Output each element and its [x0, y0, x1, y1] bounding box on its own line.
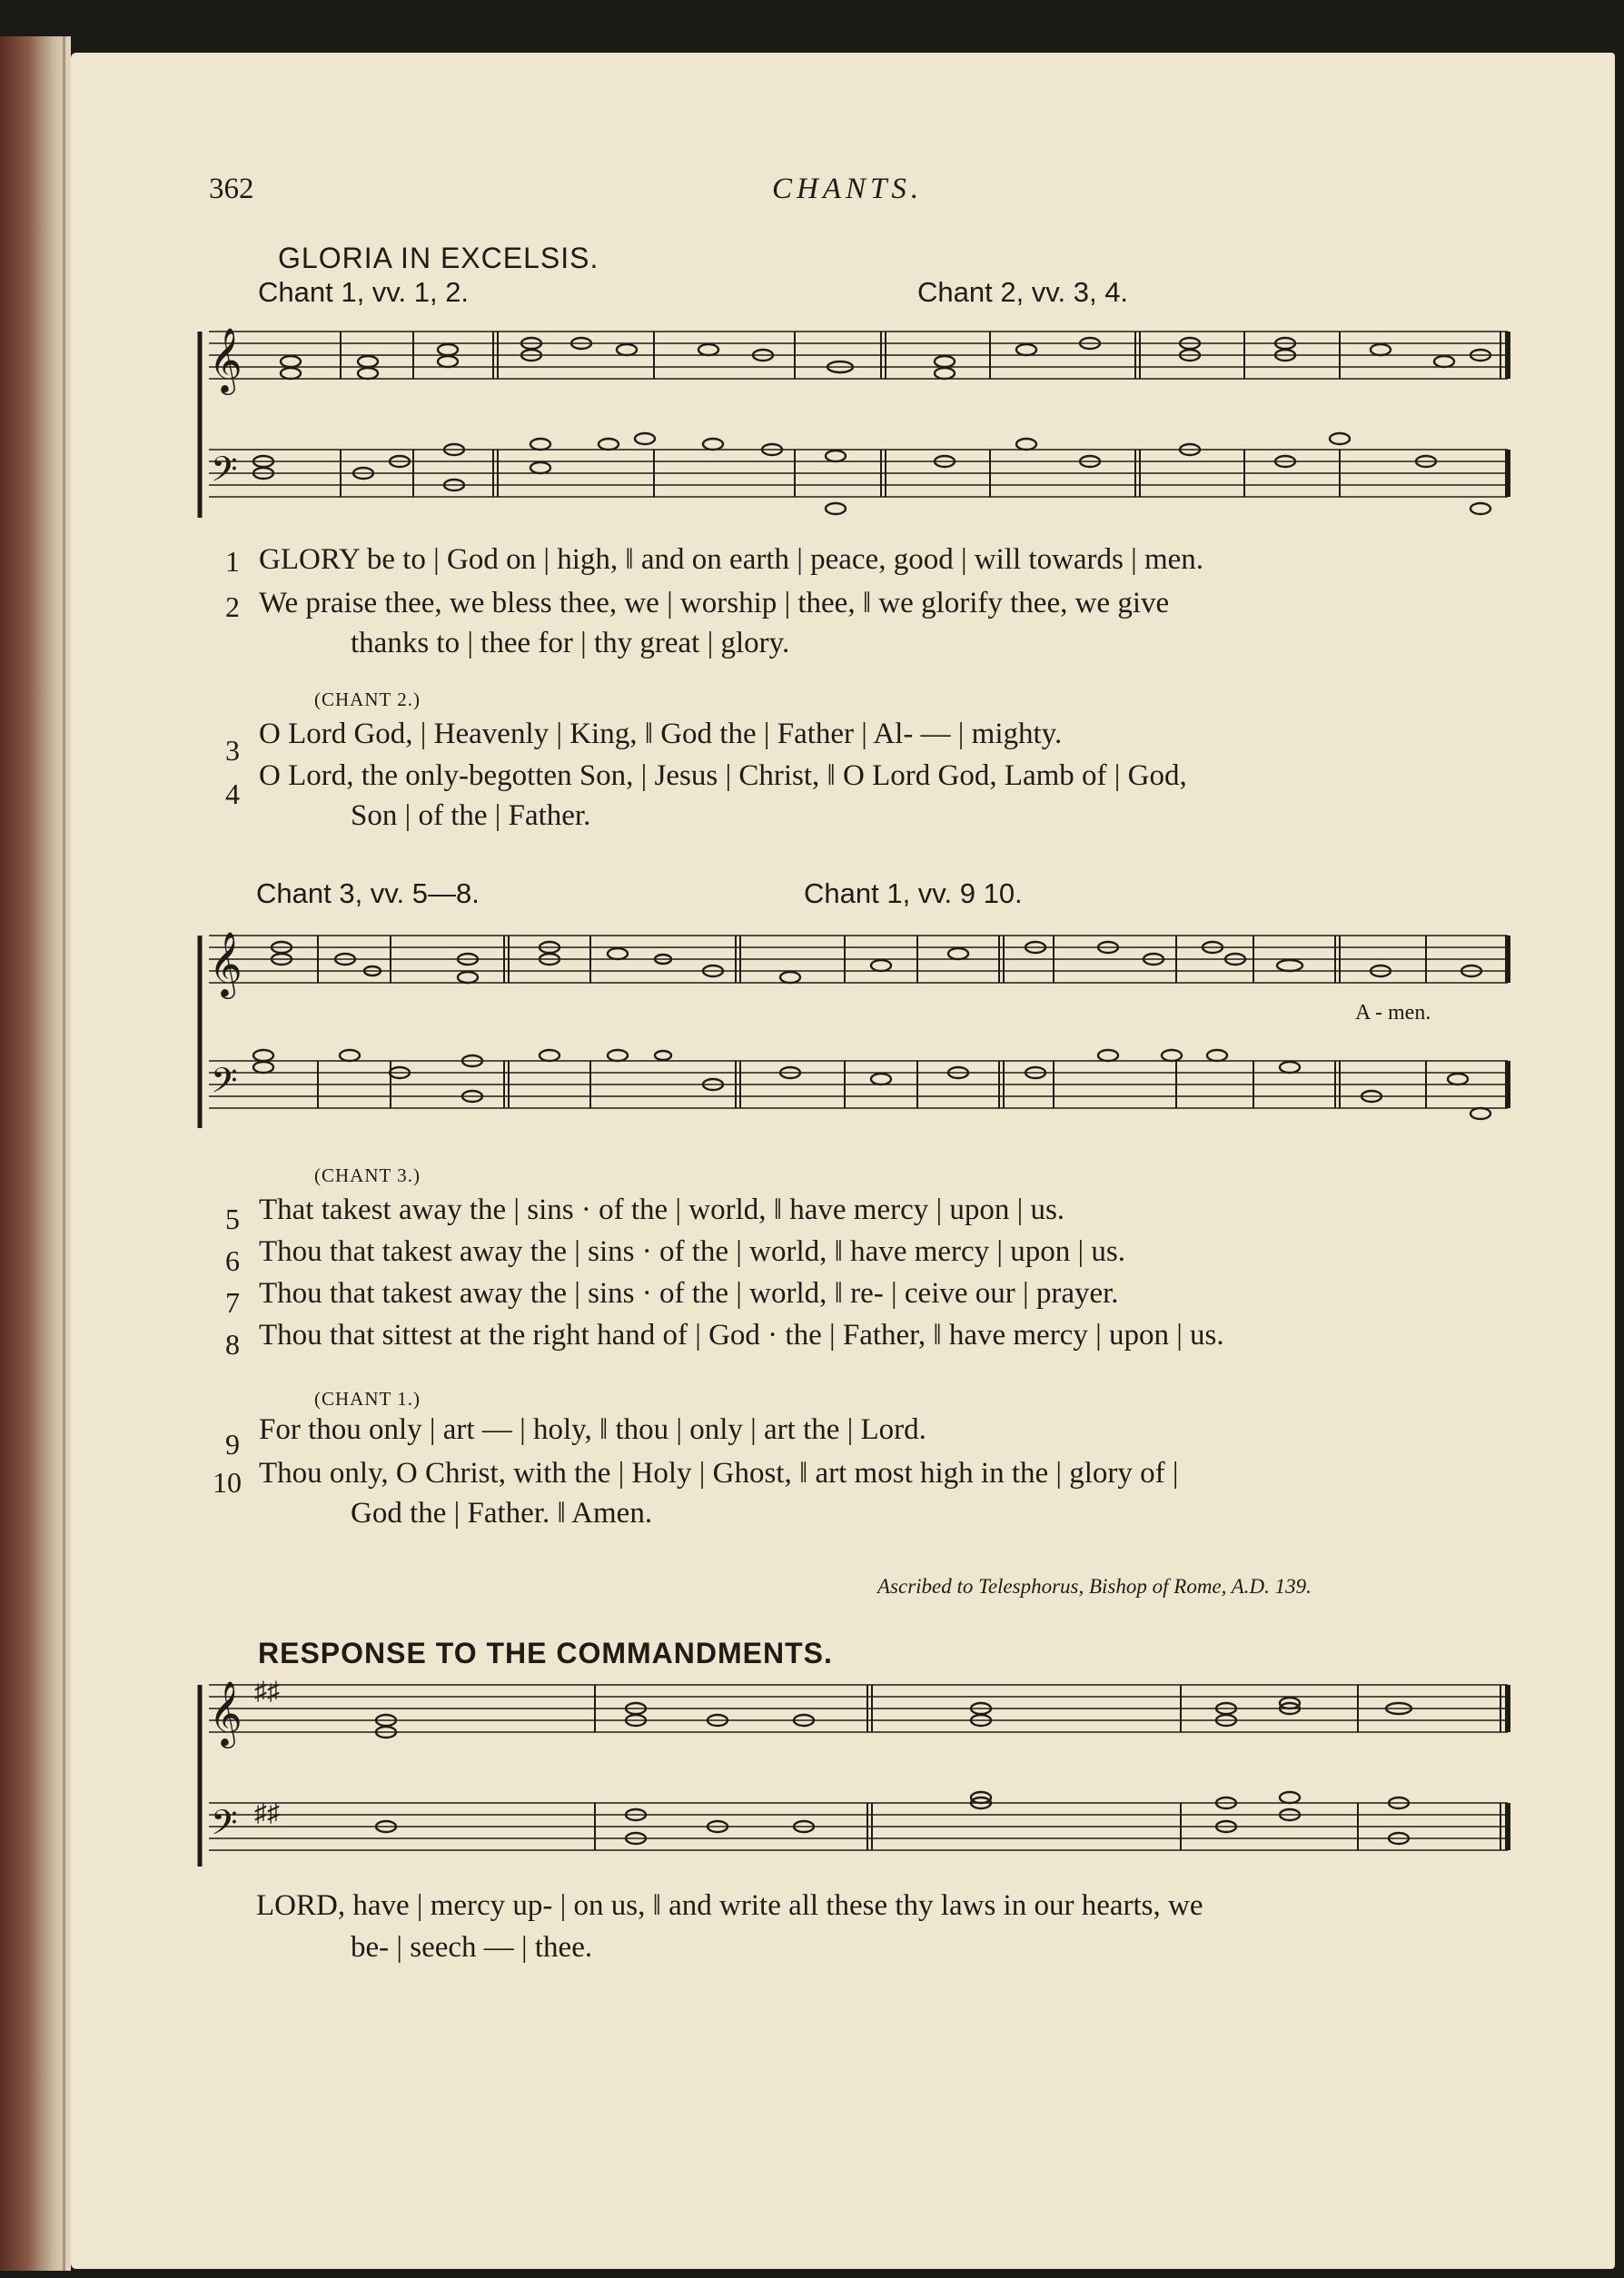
response-line-2: be- | seech — | thee.: [351, 1931, 593, 1964]
verse-number-3: 3: [225, 734, 240, 767]
verse-number-9: 9: [225, 1428, 240, 1461]
page-number: 362: [209, 173, 254, 205]
verse-number-1: 1: [225, 545, 240, 578]
response-line-1: LORD, have | mercy up- | on us, ‖ and write all these thy laws in our hearts, we: [256, 1889, 1203, 1922]
verse-2-line-1: We praise thee, we bless thee, we | worship | thee, ‖ we glorify thee, we give: [259, 587, 1170, 619]
verse-10-line-2: God the | Father. ‖ Amen.: [351, 1497, 653, 1530]
svg-text:𝄢: 𝄢: [211, 1062, 238, 1108]
chant-label-2: Chant 2, vv. 3, 4.: [917, 276, 1129, 308]
chant-1-note: (CHANT 1.): [314, 1388, 421, 1410]
book-spine: [0, 36, 71, 2271]
running-title: CHANTS.: [772, 173, 924, 205]
verse-number-7: 7: [225, 1286, 240, 1319]
svg-text:𝄞: 𝄞: [209, 1683, 243, 1745]
verse-3-line-1: O Lord God, | Heavenly | King, ‖ God the | Father | Al- — | mighty.: [259, 718, 1063, 750]
gloria-title: GLORIA IN EXCELSIS.: [278, 242, 599, 274]
verse-number-5: 5: [225, 1203, 240, 1235]
chant-label-1: Chant 1, vv. 1, 2.: [258, 276, 470, 308]
verse-number-10: 10: [213, 1466, 242, 1499]
verse-number-6: 6: [225, 1244, 240, 1277]
verse-7-line-1: Thou that takest away the | sins · of the | world, ‖ re- | ceive our | prayer.: [259, 1277, 1119, 1310]
svg-text:𝄞: 𝄞: [209, 330, 243, 391]
verse-number-4: 4: [225, 777, 240, 810]
verse-2-line-2: thanks to | thee for | thy great | glory.: [351, 627, 790, 659]
verse-5-line-1: That takest away the | sins · of the | world, ‖ have mercy | upon | us.: [259, 1193, 1065, 1226]
svg-text:𝄢: 𝄢: [211, 451, 238, 497]
attribution: Ascribed to Telesphorus, Bishop of Rome, A.D. 139.: [877, 1575, 1312, 1598]
verse-number-8: 8: [225, 1328, 240, 1361]
music-system-3: [191, 1667, 1517, 1880]
svg-text:𝄞: 𝄞: [209, 934, 243, 995]
chant-label-3: Chant 3, vv. 5—8.: [256, 877, 480, 909]
verse-4-line-2: Son | of the | Father.: [351, 799, 591, 832]
verse-8-line-1: Thou that sittest at the right hand of | God · the | Father, ‖ have mercy | upon | us.: [259, 1319, 1224, 1352]
response-title: RESPONSE TO THE COMMANDMENTS.: [258, 1637, 833, 1669]
verse-6-line-1: Thou that takest away the | sins · of the | world, ‖ have mercy | upon | us.: [259, 1235, 1125, 1268]
chant-3-note: (CHANT 3.): [314, 1164, 421, 1186]
svg-text:♯♯: ♯♯: [254, 1678, 280, 1706]
verse-number-2: 2: [225, 590, 240, 623]
music-system-1: [191, 313, 1517, 527]
verse-1-line-1: GLORY be to | God on | high, ‖ and on earth | peace, good | will towards | men.: [259, 543, 1204, 576]
verse-9-line-1: For thou only | art — | holy, ‖ thou | only | art the | Lord.: [259, 1413, 926, 1446]
verse-10-line-1: Thou only, O Christ, with the | Holy | Ghost, ‖ art most high in the | glory of |: [259, 1457, 1179, 1490]
verse-4-line-1: O Lord, the only-begotten Son, | Jesus | Christ, ‖ O Lord God, Lamb of | God,: [259, 759, 1187, 792]
music-system-2: [191, 917, 1517, 1140]
chant-label-4: Chant 1, vv. 9 10.: [804, 877, 1023, 909]
svg-text:𝄢: 𝄢: [211, 1804, 238, 1850]
svg-text:♯♯: ♯♯: [254, 1799, 280, 1827]
amen-label: A - men.: [1355, 1001, 1431, 1025]
chant-2-note: (CHANT 2.): [314, 688, 421, 710]
